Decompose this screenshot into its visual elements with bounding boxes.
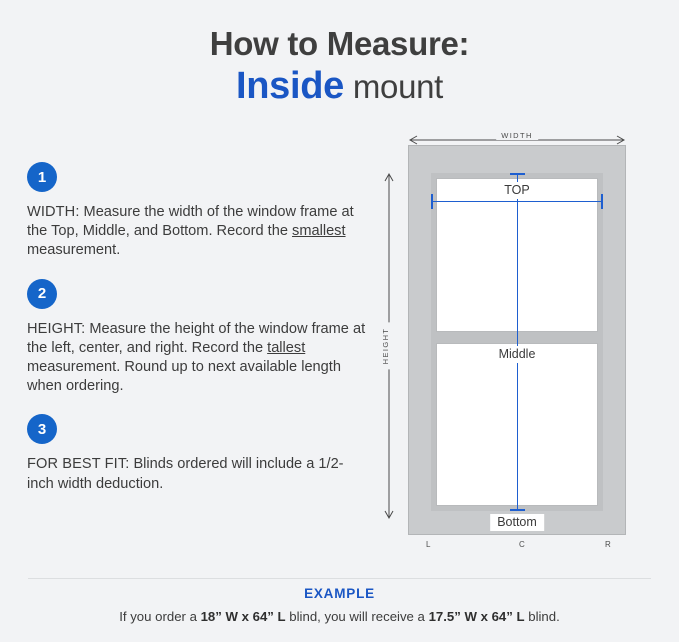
step-2-lead: HEIGHT: [27,320,86,337]
example-received-size: 17.5” W x 64” L [428,609,525,624]
footer-divider [28,578,651,579]
example-text-part-1: If you order a [119,609,201,624]
step-1-body-1: Measure the width of the window frame at the Top, Middle, and Bottom. Record the [27,204,354,240]
axis-label-center: C [519,540,526,549]
steps-list [27,162,382,512]
width-measure-cap-right [601,194,603,209]
tag-top: TOP [497,182,536,199]
step-2-body-2: measurement. Round up to next available length when ordering. [27,359,341,395]
window-diagram [380,132,652,557]
step-3-body-1: Blinds ordered will include a 1/2-inch width deduction. [27,456,344,492]
height-measure-cap-bottom [510,509,525,511]
step-1-badge: 1 [27,162,57,192]
example-text-part-3: blind. [524,609,560,624]
title-accent-word: Inside [235,65,344,107]
step-2-badge: 2 [27,279,57,309]
step-2 [27,279,382,397]
step-3 [27,414,382,493]
example-text-part-2: blind, you will receive a [285,609,429,624]
title-line-2 [0,64,679,109]
step-3-badge: 3 [27,414,57,444]
step-2-emphasis: tallest [267,339,306,356]
step-2-body-1: Measure the height of the window frame at the left, center, and right. Record the [27,320,366,356]
axis-label-right: R [605,540,612,549]
step-1-text [27,203,367,261]
step-1-lead: WIDTH: [27,204,80,220]
tag-bottom: Bottom [490,514,544,531]
height-measure-line [517,173,518,511]
step-1-body-2: measurement. [27,242,121,259]
example-text [0,609,679,624]
width-measure-cap-left [431,194,433,209]
height-measure-cap-top [510,173,525,175]
height-dimension-arrow [381,172,397,520]
axis-label-left: L [426,540,431,549]
example-title: EXAMPLE [304,586,375,601]
step-1-emphasis: smallest [292,223,346,240]
title-plain-word: mount [343,68,444,105]
tag-middle: Middle [492,346,543,363]
step-2-text [27,320,367,397]
step-1 [27,162,382,261]
window-frame [408,145,626,535]
step-3-text [27,455,367,493]
page-title [0,24,679,109]
step-3-lead: FOR BEST FIT: [27,456,130,473]
height-label: HEIGHT [381,323,390,370]
example-footer [0,586,679,624]
title-line-1: How to Measure: [209,25,470,62]
example-order-size: 18” W x 64” L [200,609,286,624]
width-label: WIDTH [496,131,538,140]
